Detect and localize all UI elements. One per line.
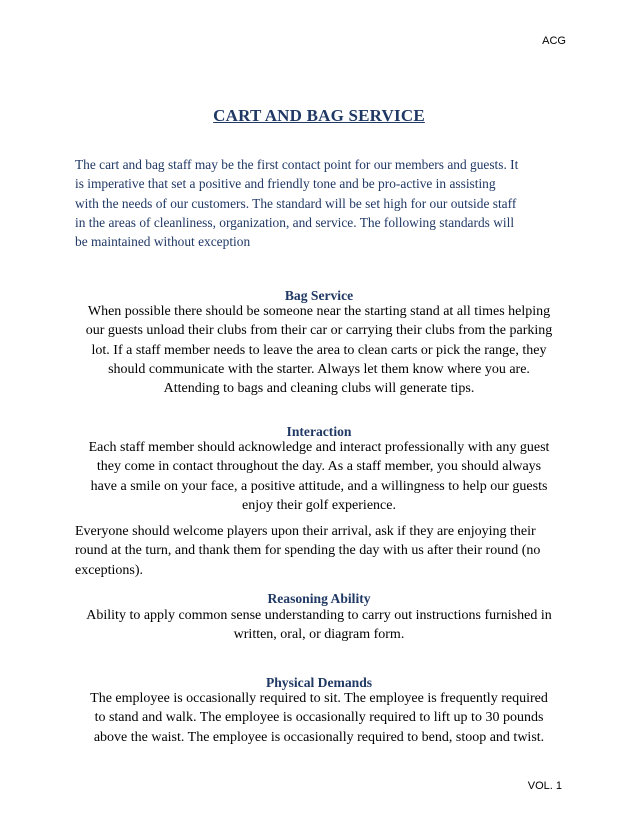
physical-demands-heading: Physical Demands: [265, 675, 373, 690]
intro-line: The cart and bag staff may be the first contact point for our members and guests. It: [75, 157, 519, 172]
interaction-line: have a smile on your face, a positive attitude, and a willingness to help our guests: [90, 478, 548, 494]
reasoning-heading: Reasoning Ability: [267, 591, 371, 606]
interaction-heading: Interaction: [286, 424, 352, 439]
physical-demands-body: [66, 689, 572, 747]
bag-service-heading: Bag Service: [284, 288, 354, 303]
page-title: CART AND BAG SERVICE: [213, 106, 425, 125]
bag-service-line: lot. If a staff member needs to leave the area to clean carts or pick the range, they: [91, 342, 547, 358]
interaction-line: Each staff member should acknowledge and interact professionally with any guest: [88, 440, 550, 455]
physical-demands-line: above the waist. The employee is occasionally required to bend, stoop and twist.: [93, 729, 545, 745]
interaction-paragraph: [75, 522, 575, 580]
header-code: ACG: [542, 35, 566, 47]
reasoning-body: [66, 606, 572, 645]
bag-service-line: When possible there should be someone near the starting stand at all times helping: [87, 304, 551, 319]
intro-paragraph: [75, 155, 567, 251]
physical-demands-line: The employee is occasionally required to sit. The employee is frequently required: [90, 691, 548, 706]
bag-service-line: our guests unload their clubs from their car or carrying their clubs from the parking: [85, 323, 553, 339]
intro-line: be maintained without exception: [75, 234, 251, 250]
reasoning-line: written, oral, or diagram form.: [233, 627, 405, 643]
footer-code: VOL. 1: [527, 780, 562, 792]
bag-service-body: [66, 302, 572, 398]
bag-service-line: should communicate with the starter. Always let them know where you are.: [108, 361, 530, 377]
interaction-para-line: Everyone should welcome players upon their arrival, ask if they are enjoying their: [75, 524, 536, 539]
interaction-para-line: exceptions).: [75, 562, 144, 578]
intro-line: is imperative that set a positive and friendly tone and be pro-active in assisting: [75, 176, 496, 192]
bag-service-line: Attending to bags and cleaning clubs will generate tips.: [163, 381, 475, 397]
intro-line: with the needs of our customers. The standard will be set high for our outside staff: [75, 195, 517, 211]
interaction-para-line: round at the turn, and thank them for spending the day with us after their round (no: [75, 543, 541, 559]
reasoning-line: Ability to apply common sense understanding to carry out instructions furnished in: [86, 608, 552, 623]
intro-line: in the areas of cleanliness, organization, and service. The following standards will: [75, 214, 515, 230]
physical-demands-line: to stand and walk. The employee is occasionally required to lift up to 30 pounds: [94, 710, 544, 726]
interaction-line: they come in contact throughout the day. As a staff member, you should always: [96, 459, 542, 475]
interaction-body: [66, 438, 572, 515]
interaction-line: enjoy their golf experience.: [242, 497, 396, 513]
